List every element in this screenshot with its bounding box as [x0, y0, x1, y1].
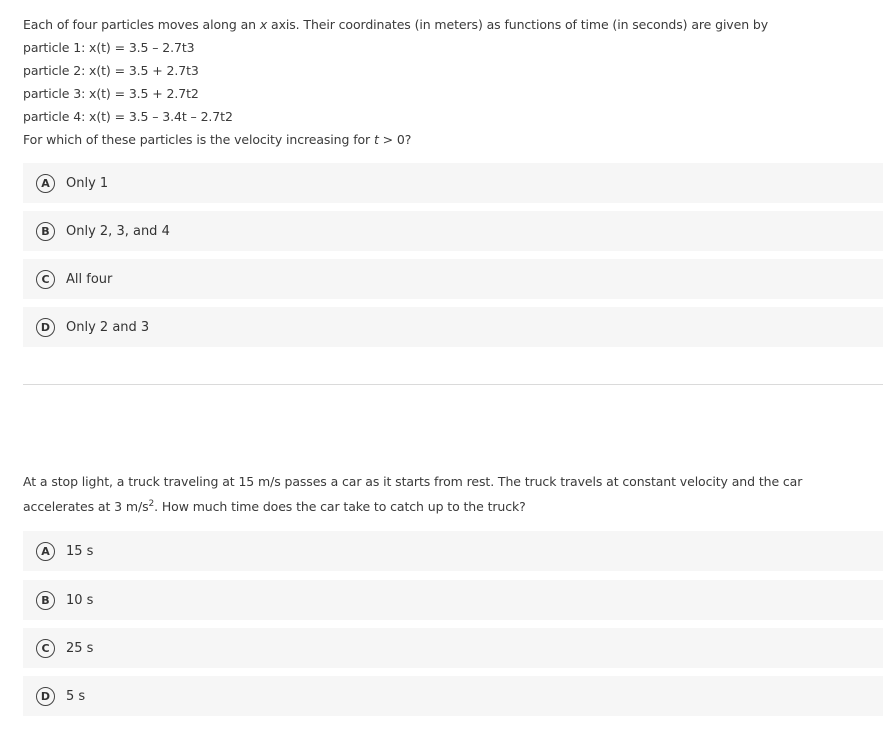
q1-option-d[interactable] [23, 307, 883, 347]
option-label: 25 s [66, 640, 94, 656]
option-letter-badge: A [36, 174, 55, 193]
option-letter-badge: B [36, 591, 55, 610]
intro-text-end: axis. Their coordinates (in meters) as functions of time (in seconds) are given by [267, 17, 769, 32]
question-1-intro [23, 13, 863, 36]
q1-option-c[interactable] [23, 259, 883, 299]
exponent: 2 [148, 499, 155, 509]
question-1 [23, 13, 863, 151]
q2-option-a[interactable] [23, 531, 883, 571]
particle-4-equation: particle 4: x(t) = 3.5 – 3.4t – 2.7t2 [23, 109, 233, 124]
option-label: All four [66, 271, 113, 287]
intro-text: Each of four particles moves along an [23, 17, 260, 32]
option-label: 5 s [66, 688, 86, 704]
particle-1-equation: particle 1: x(t) = 3.5 – 2.7t3 [23, 40, 195, 55]
q1-option-b[interactable] [23, 211, 883, 251]
question-2-text-line-1: At a stop light, a truck traveling at 15 m/s passes a car as it starts from rest. The truck travels at constant velocity and the car [23, 474, 803, 489]
option-letter-badge: D [36, 318, 55, 337]
q2-option-d[interactable] [23, 676, 883, 716]
q1-option-a[interactable] [23, 163, 883, 203]
line-2-text: accelerates at 3 m/s [23, 499, 149, 515]
option-letter-badge: A [36, 542, 55, 561]
option-label: Only 2, 3, and 4 [66, 223, 170, 239]
intro-variable: x [259, 17, 268, 32]
question-2-text-line-2 [23, 493, 873, 516]
option-label: Only 2 and 3 [66, 319, 150, 335]
option-label: Only 1 [66, 175, 109, 191]
particle-3-equation: particle 3: x(t) = 3.5 + 2.7t2 [23, 86, 199, 101]
option-letter-badge: C [36, 270, 55, 289]
question-1-prompt [23, 128, 863, 151]
particle-2-equation: particle 2: x(t) = 3.5 + 2.7t3 [23, 63, 199, 78]
option-label: 10 s [66, 592, 94, 608]
option-letter-badge: C [36, 639, 55, 658]
prompt-text: For which of these particles is the velocity increasing for [23, 132, 374, 147]
line-2-text-end: . How much time does the car take to catch up to the truck? [154, 499, 526, 515]
option-letter-badge: B [36, 222, 55, 241]
question-divider [23, 384, 883, 385]
prompt-text-end: > 0? [378, 132, 412, 147]
q2-option-c[interactable] [23, 628, 883, 668]
q2-option-b[interactable] [23, 580, 883, 620]
prompt-variable: t [373, 132, 379, 147]
option-label: 15 s [66, 543, 94, 559]
question-2 [23, 470, 873, 516]
option-letter-badge: D [36, 687, 55, 706]
